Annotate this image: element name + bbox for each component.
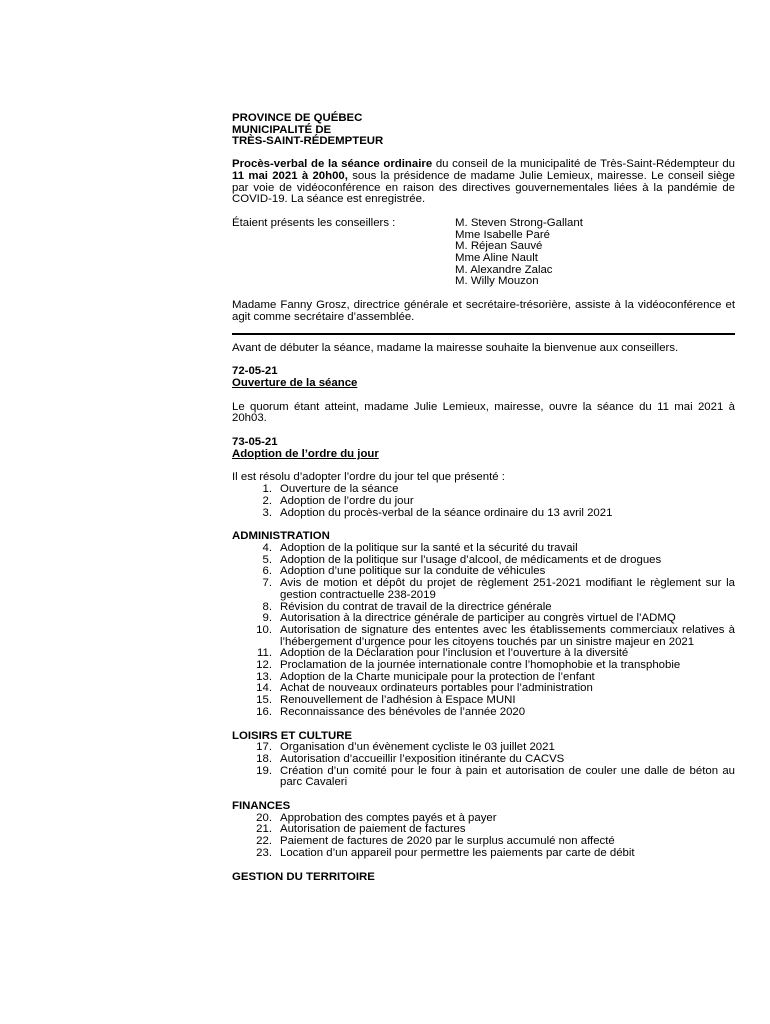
agenda-item-number: 11. [257,647,272,660]
agenda-item-text: Autorisation à la directrice générale de participer au congrès virtuel de l’ADMQ [280,612,676,625]
agenda-item-text: Proclamation de la journée internationale contre l’homophobie et la transphobie [280,659,681,672]
agenda-section-list [232,742,735,789]
intro-bold-title: Procès-verbal de la séance ordinaire [232,158,433,171]
agenda-item-text: Approbation des comptes payés et à payer [280,811,497,824]
agenda-item-number: 16. [256,705,272,718]
presence-block [232,218,735,288]
intro-paragraph [232,159,735,206]
agenda-item-text: Autorisation d’accueillir l’exposition itinérante du CACVS [280,752,565,765]
province-heading: PROVINCE DE QUÉBEC [232,112,363,124]
member-item: M. Steven Strong-Gallant [455,216,583,229]
agenda-section-title: LOISIRS ET CULTURE [232,729,353,742]
agenda-item-number: 8. [262,600,272,613]
resolution-text: Il est résolu d’adopter l’ordre du jour tel que présenté : [232,471,505,484]
resolution-number: 73-05-21 [232,436,278,449]
agenda-item [232,754,735,766]
agenda-item-text: Ouverture de la séance [280,483,399,496]
agenda-item-number: 10. [256,623,272,636]
agenda-item-text: Autorisation de signature des ententes avec les établissements commerciaux relatives à l’hébergement d’urgence pour les citoyens touchés par un sinistre majeur en 2021 [280,623,735,648]
agenda-item-text: Location d’un appareil pour permettre les paiements par carte de débit [280,846,635,859]
agenda-item-text: Adoption de la politique sur l’usage d’alcool, de médicaments et de drogues [280,553,662,566]
intro-bold-date: 11 mai 2021 à 20h00, [232,169,348,182]
agenda-item-text: Autorisation de paiement de factures [280,823,466,836]
agenda-section-title: GESTION DU TERRITOIRE [232,870,375,883]
resolution-text: Le quorum étant atteint, madame Julie Lemieux, mairesse, ouvre la séance du 11 mai 2021 à 20h03. [232,400,735,425]
resolution-title: Ouverture de la séance [232,376,358,389]
agenda-item [232,496,735,508]
horizontal-rule [232,333,735,335]
agenda-item [232,578,735,601]
agenda-item-text: Adoption de la Déclaration pour l’inclusion et l’ouverture à la diversité [280,647,629,660]
municipality-heading: MUNICIPALITÉ DE [232,123,332,136]
agenda-item-number: 21. [256,823,272,836]
agenda-item-text: Création d’un comité pour le four à pain et autorisation de couler une dalle de béton au parc Cavaleri [280,764,735,789]
document-page [232,113,735,883]
agenda-item [232,543,735,555]
agenda-item-number: 17. [256,741,272,754]
agenda-item-text: Renouvellement de l’adhésion à Espace MUNI [280,694,516,707]
agenda-item [232,848,735,860]
resolution-opening [232,366,735,425]
agenda-sections [232,531,735,883]
member-item: M. Willy Mouzon [455,275,539,288]
agenda-item [232,660,735,672]
agenda-item-number: 3. [262,506,272,519]
agenda-item-text: Reconnaissance des bénévoles de l’année 2020 [280,705,526,718]
member-item: M. Alexandre Zalac [455,263,553,276]
agenda-item-number: 13. [256,670,272,683]
agenda-item-number: 23. [256,846,272,859]
agenda-item-text: Achat de nouveaux ordinateurs portables pour l’administration [280,682,593,695]
intro-text-1: du conseil de la municipalité de Très-Saint-Rédempteur du [432,158,735,171]
agenda-list-intro [232,484,735,519]
agenda-item-text: Avis de motion et dépôt du projet de règlement 251-2021 modifiant le règlement sur la gestion contractuelle 238-2019 [280,577,735,601]
agenda-item-text: Adoption du procès-verbal de la séance ordinaire du 13 avril 2021 [280,506,613,519]
welcome-paragraph: Avant de débuter la séance, madame la mairesse souhaite la bienvenue aux conseillers. [232,341,679,354]
agenda-item-number: 9. [262,612,272,625]
agenda-item [232,766,735,789]
agenda-item-number: 22. [256,835,272,848]
agenda-item [232,625,735,648]
agenda-item-number: 19. [256,764,272,777]
agenda-item-number: 6. [262,565,272,578]
agenda-item-text: Paiement de factures de 2020 par le surplus accumulé non affecté [280,835,615,848]
member-item: M. Réjean Sauvé [455,240,543,253]
members-list [455,218,583,288]
agenda-item-text: Adoption de la Charte municipale pour la protection de l’enfant [280,670,595,683]
agenda-item-text: Adoption de la politique sur la santé et la sécurité du travail [280,541,578,554]
agenda-section-title: ADMINISTRATION [232,530,330,543]
member-item: Mme Aline Nault [455,252,538,265]
agenda-section-list [232,813,735,860]
member-item: Mme Isabelle Paré [455,228,550,241]
agenda-item-number: 14. [256,682,272,695]
resolution-title: Adoption de l’ordre du jour [232,447,379,460]
agenda-item [232,508,735,520]
agenda-section-title: FINANCES [232,800,291,813]
agenda-item [232,707,735,719]
agenda-item-number: 20. [256,811,272,824]
agenda-item-text: Adoption d’une politique sur la conduite de véhicules [280,565,546,578]
municipality-name-heading: TRÈS-SAINT-RÉDEMPTEUR [232,135,384,148]
agenda-item-number: 1. [262,483,272,496]
document-header [232,113,735,148]
agenda-item-number: 2. [262,494,272,507]
secretary-paragraph: Madame Fanny Grosz, directrice générale et secrétaire-trésorière, assiste à la vidéoconférence et agit comme secrétaire d’assemblée. [232,299,735,323]
agenda-item-number: 5. [262,553,272,566]
resolution-agenda [232,437,735,484]
agenda-item-text: Organisation d’un évènement cycliste le 03 juillet 2021 [280,741,555,754]
agenda-section-list [232,543,735,719]
agenda-item-number: 7. [262,577,272,590]
presence-label: Étaient présents les conseillers : [232,216,396,229]
agenda-item-number: 15. [256,694,272,707]
agenda-item-number: 4. [262,541,272,554]
resolution-number: 72-05-21 [232,365,278,378]
intro-text-2: sous la présidence de madame Julie Lemieux, mairesse. Le conseil siège par voie de vidéoconférence en raison des directives gouvernementales liées à la pandémie de COVID-19. La séance est enregistrée. [232,169,735,206]
agenda-item-text: Adoption de l’ordre du jour [280,494,414,507]
agenda-item-number: 12. [256,659,272,672]
agenda-item-text: Révision du contrat de travail de la directrice générale [280,600,552,613]
agenda-item-number: 18. [256,752,272,765]
